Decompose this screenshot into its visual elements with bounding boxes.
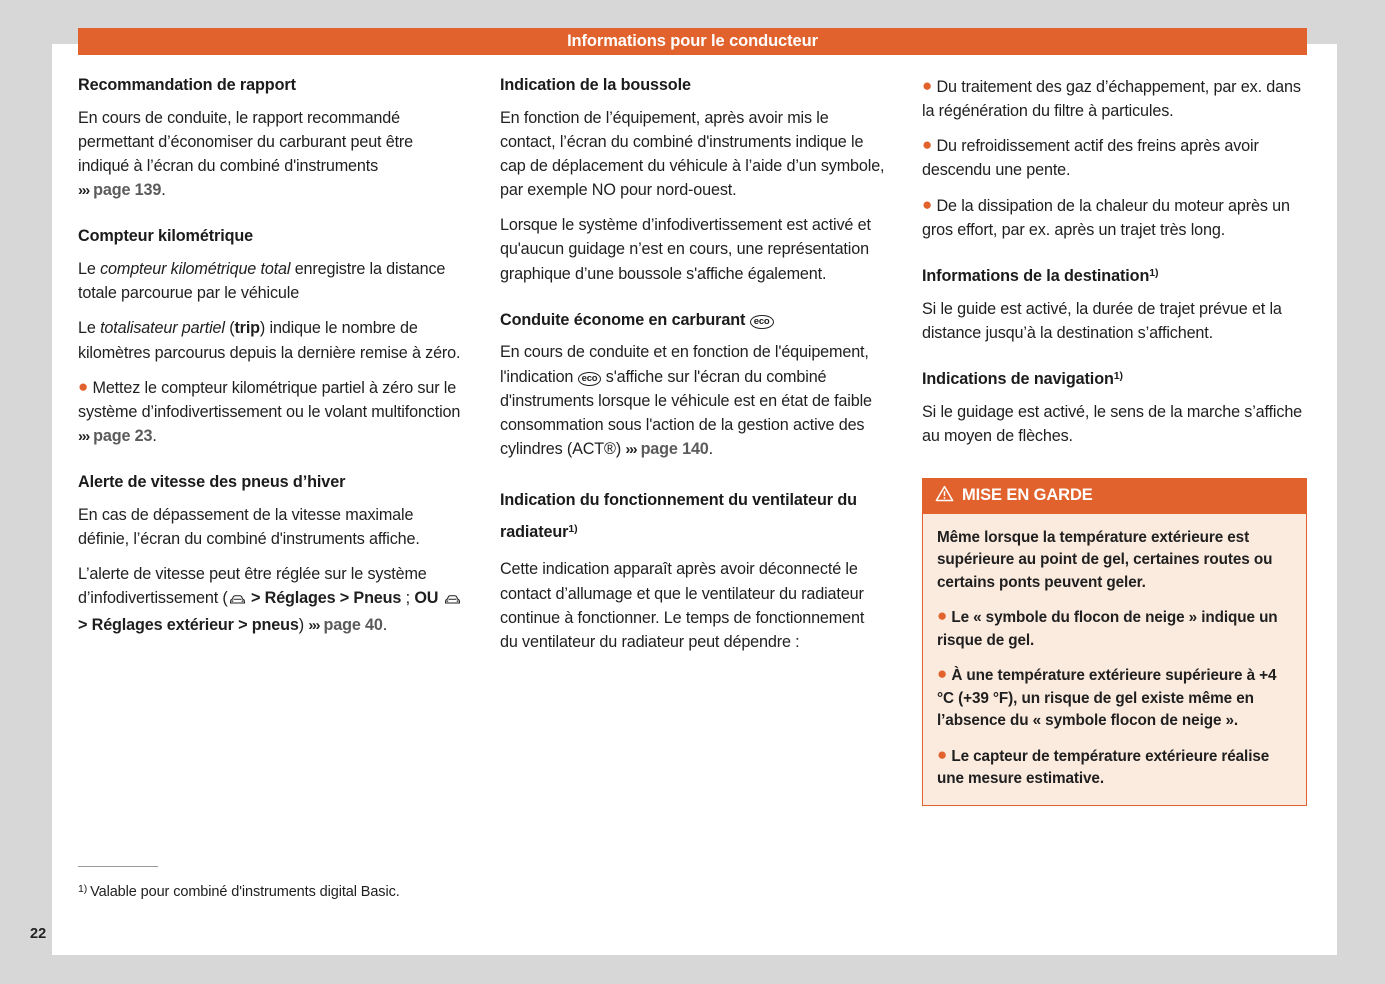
list-bullet: ● xyxy=(922,135,933,155)
text-run: Si le guidage est activé, le sens de la marche s’affiche au moyen de flèches. xyxy=(922,402,1303,445)
column-1 xyxy=(78,75,463,806)
footnote-marker: 1) xyxy=(78,883,88,896)
text-run: s'affiche sur l'écran du combiné d'instruments lorsque le véhicule est en état de faible consommation sous l'action de la gestion active des cylindres (ACT®) xyxy=(500,367,872,458)
section-heading: Recommandation de rapport xyxy=(78,76,296,94)
page-reference-label: page 139 xyxy=(93,181,162,200)
content-columns xyxy=(78,75,1307,806)
paragraph xyxy=(500,340,885,461)
text-run: En cas de dépassement de la vitesse maximale définie, l’écran du combiné d'instruments affiche. xyxy=(78,506,420,549)
section-heading: Informations de la destination$^{1)}$ xyxy=(922,266,1159,285)
section-heading: Indication de la boussole xyxy=(500,76,691,94)
strong-text: > Réglages extérieur > pneus xyxy=(78,615,299,634)
text-run: . xyxy=(161,181,166,200)
text-run: ) indique le nombre de kilomètres parcourus depuis la dernière remise à zéro. xyxy=(78,319,461,362)
emphasis-text: totalisateur partiel xyxy=(100,319,225,338)
content-section xyxy=(500,75,885,286)
page-reference-label: page 40 xyxy=(323,615,383,634)
paragraph xyxy=(78,316,463,364)
footnote-area xyxy=(78,866,578,900)
page-number: 22 xyxy=(30,926,47,942)
paragraph xyxy=(922,134,1307,182)
section-heading: Indication du fonctionnement du ventilateur du radiateur$^{1)}$ xyxy=(500,491,857,541)
content-section xyxy=(500,310,885,462)
page-reference[interactable] xyxy=(78,427,152,445)
text-run: . xyxy=(382,615,388,634)
column-2 xyxy=(500,75,885,806)
footnote-text xyxy=(78,883,578,900)
strong-text: OU xyxy=(414,589,439,608)
paragraph xyxy=(78,257,463,305)
text-run: En fonction de l’équipement, après avoir mis le contact, l’écran du combiné d'instruments indique le cap de déplacement du véhicule à l’aide d’un symbole, par exemple NO pour nord-ouest. xyxy=(500,108,885,200)
eco-icon: eco xyxy=(578,372,602,386)
footnote-marker: 1) xyxy=(568,522,578,535)
text-run: Mettez le compteur kilométrique partiel à zéro sur le système d’infodivertissement ou le volant multifonction xyxy=(78,378,461,421)
list-bullet: ● xyxy=(937,606,948,626)
page-header-banner xyxy=(78,28,1307,55)
footnote-divider xyxy=(78,866,158,867)
list-bullet: ● xyxy=(922,76,933,95)
footnote-body: Valable pour combiné d'instruments digital Basic. xyxy=(90,884,400,901)
column-3 xyxy=(922,75,1307,806)
text-run: Le xyxy=(78,260,101,279)
page-reference[interactable] xyxy=(308,616,382,634)
paragraph xyxy=(937,527,1292,594)
paragraph xyxy=(500,106,885,203)
strong-text: > Réglages > Pneus xyxy=(246,589,402,608)
paragraph xyxy=(78,376,463,449)
content-section xyxy=(78,226,463,448)
text-run: Si le guide est activé, la durée de trajet prévue et la distance jusqu’à la destination s’affichent. xyxy=(922,299,1282,342)
paragraph xyxy=(500,557,885,654)
paragraph xyxy=(922,194,1307,242)
content-section xyxy=(500,485,885,654)
text-run: ; xyxy=(401,589,415,608)
eco-icon: eco xyxy=(750,315,774,329)
content-section xyxy=(922,369,1307,448)
section-heading: Compteur kilométrique xyxy=(78,227,254,246)
list-bullet: ● xyxy=(937,664,948,684)
chevrons-right-icon: ››› xyxy=(78,428,89,446)
section-heading: Indications de navigation$^{1)}$ xyxy=(922,369,1123,388)
warning-box-body xyxy=(923,514,1306,805)
page-header-title: Informations pour le conducteur xyxy=(567,32,818,50)
paragraph xyxy=(922,75,1307,123)
paragraph xyxy=(78,106,463,203)
list-bullet: ● xyxy=(78,376,89,396)
chevrons-right-icon: ››› xyxy=(308,616,320,634)
text-run: L’alerte de vitesse peut être réglée sur le système d’infodivertissement ( xyxy=(78,565,427,608)
chevrons-right-icon: ››› xyxy=(78,182,89,200)
text-run: . xyxy=(152,427,157,446)
chevrons-right-icon: ››› xyxy=(625,440,637,458)
paragraph xyxy=(922,400,1307,448)
strong-text: trip xyxy=(234,319,260,338)
text-run: À une température extérieure supérieure à +4 °C (+39 °F), un risque de gel existe même en l’absence du « symbole flocon de neige ». xyxy=(937,667,1277,730)
page-reference[interactable] xyxy=(78,181,161,199)
section-heading: Conduite économe en carburant eco xyxy=(500,310,885,332)
page-reference[interactable] xyxy=(625,440,708,458)
text-run: En cours de conduite, le rapport recommandé permettant d’économiser du carburant peut être indiqué à l’écran du combiné d'instruments xyxy=(78,108,414,175)
paragraph xyxy=(937,607,1292,652)
text-run: enregistre la distance totale parcourue par le véhicule xyxy=(78,260,446,303)
warning-triangle-icon xyxy=(935,485,954,507)
content-section xyxy=(78,472,463,637)
text-run: Même lorsque la température extérieure est supérieure au point de gel, certaines routes ou certains ponts peuvent geler. xyxy=(937,528,1273,591)
text-run: Le « symbole du flocon de neige » indique un risque de gel. xyxy=(937,609,1278,649)
car-front-icon xyxy=(444,588,461,612)
page-reference-label: page 23 xyxy=(93,427,153,446)
footnote-marker: 1) xyxy=(1113,369,1123,382)
text-run: ) xyxy=(298,615,309,634)
paragraph xyxy=(500,213,885,285)
paragraph xyxy=(78,503,463,551)
text-run: Cette indication apparaît après avoir déconnecté le contact d’allumage et que le ventilateur du radiateur continue à fonctionner. Le temps de fonctionnement du ventilateur du radiateur peut dépendre : xyxy=(500,560,865,651)
paragraph xyxy=(937,665,1292,732)
paragraph xyxy=(78,562,463,637)
text-run: De la dissipation de la chaleur du moteur après un gros effort, par ex. après un trajet très long. xyxy=(922,196,1290,239)
text-run: Lorsque le système d’infodivertissement est activé et qu'aucun guidage n’est en cours, une représentation graphique d’une boussole s'affiche également. xyxy=(500,216,871,283)
text-run: ( xyxy=(224,319,235,338)
text-run: Le capteur de température extérieure réalise une mesure estimative. xyxy=(937,747,1270,788)
paragraph xyxy=(922,297,1307,345)
content-section xyxy=(922,266,1307,345)
list-bullet: ● xyxy=(937,744,948,764)
emphasis-text: compteur kilométrique total xyxy=(100,260,291,279)
warning-box-header xyxy=(923,479,1306,514)
text-run: En cours de conduite et en fonction de l'équipement, l'indication xyxy=(500,343,869,386)
section-heading: Alerte de vitesse des pneus d’hiver xyxy=(78,473,346,492)
text-run: Le xyxy=(78,319,101,338)
text-run: Du traitement des gaz d’échappement, par ex. dans la régénération du filtre à particules. xyxy=(922,78,1301,121)
warning-box-title: MISE EN GARDE xyxy=(962,486,1093,505)
text-run xyxy=(438,589,442,607)
list-bullet: ● xyxy=(922,194,933,214)
content-section xyxy=(922,75,1307,242)
content-section xyxy=(78,75,463,202)
page-reference-label: page 140 xyxy=(640,439,709,458)
paragraph xyxy=(937,746,1292,791)
text-run: . xyxy=(708,439,714,458)
text-run: Du refroidissement actif des freins après avoir descendu une pente. xyxy=(922,137,1259,180)
footnote-marker: 1) xyxy=(1149,266,1159,279)
warning-box xyxy=(922,478,1307,806)
car-front-icon xyxy=(229,588,246,612)
